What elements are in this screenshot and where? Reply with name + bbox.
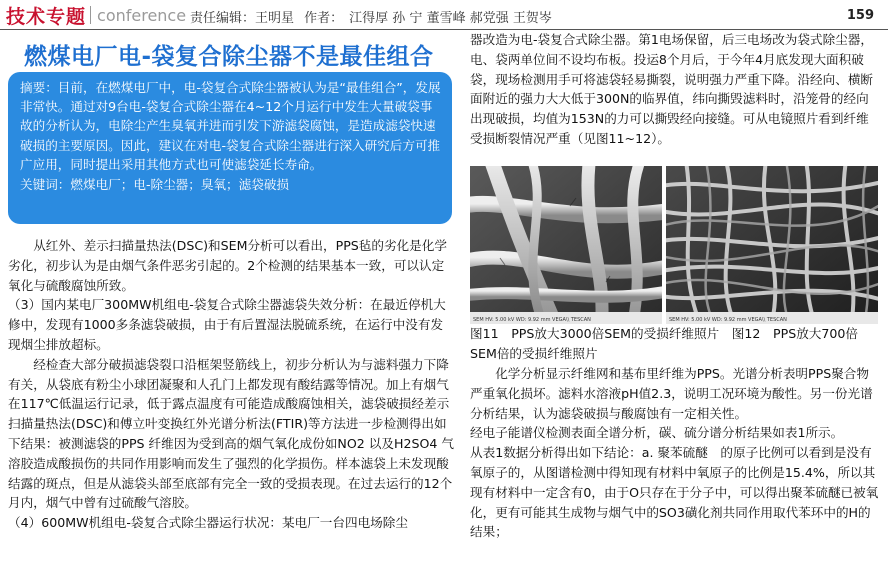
figure-photos — [470, 166, 880, 324]
article-credits — [190, 7, 558, 26]
paragraph: 经检查大部分破损滤袋裂口沿框架竖筋线上，初步分析认为与滤料强力下降有关，从袋底有粉尘小球团凝聚和人孔门上都发现有酸结露等情况。加上有烟气在117℃低温运行记录，低于露点温度有可能造成酸腐蚀相关，滤袋破损经差示扫描量热法(DSC)和傅立叶变换红外光谱分析法(FTIR)等方法进一步检测得出如下结果：被测滤袋的PPS 纤维因为受到高的烟气氧化成份如NO2 以及H2SO4 气溶胶造成酸损伤的共同作用影响而发生了强烈的化学损伤。样本滤袋上未发现酸结露的斑点，但是从滤袋头部至底部有完全一致的受损表现。在过去运行的12个月内，烟气中曾有过硫酸气溶胶。 — [8, 356, 454, 511]
section-name-english: conference — [97, 5, 187, 25]
paragraph: （4）600MW机组电-袋复合式除尘器运行状况：某电厂一台四电场除尘 — [8, 515, 408, 531]
authors-list: 江得厚 孙 宁 董雪峰 郝党强 王贺岑 — [349, 11, 552, 26]
left-column — [8, 236, 454, 533]
editor-credit: 责任编辑：王明星 — [190, 11, 295, 26]
paragraph: 从表1数据分析得出如下结论：a. 聚苯硫醚 的原子比例可以看到是没有氧原子的，从图谱检测中得知现有材料中氧原子的比例是15.4%，所以其现有材料中一定含有0，由于O只存在于分子中，可以得出聚苯硫醚已被氧化，更有可能其生成物与烟气中的SO3磺化剂共同作用取代苯环中的H的结果； — [470, 445, 879, 540]
paragraph: 从红外、差示扫描量热法(DSC)和SEM分析可以看出，PPS毡的劣化是化学劣化，初步认为是由烟气条件恶劣引起的。2个检测的结果基本一致，可以认定氧化与硫酸腐蚀所致。 — [8, 238, 447, 293]
photo-footer: SEM HV: 5.00 kV WD: 9.92 mm VEGA\\ TESCAN — [473, 317, 591, 323]
page-header — [0, 0, 888, 30]
paragraph: 化学分析显示纤维网和基布里纤维为PPS。光谱分析表明PPS聚合物严重氧化损坏。滤料水溶液pH值2.3，说明工况环境为酸性。另一份光谱分析结果，认为滤袋破损与酸腐蚀有一定相关性。 — [470, 366, 873, 421]
keywords: 关键词：燃煤电厂；电-除尘器；臭氧；滤袋破损 — [20, 177, 290, 193]
paragraph: 经电子能谱仪检测表面全谱分析，碳、硫分谱分析结果如表1所示。 — [470, 425, 844, 441]
section-name: 技术专题 — [6, 5, 87, 28]
section-brand — [6, 3, 186, 27]
right-column-bottom — [470, 364, 880, 542]
right-column-top — [470, 30, 878, 149]
article-title: 燃煤电厂电-袋复合除尘器不是最佳组合 — [24, 44, 434, 70]
abstract-text: 摘要：目前，在燃煤电厂中，电-袋复合式除尘器被认为是“最佳组合”，发展非常快。通过对9台电-袋复合式除尘器在4~12个月运行中发生大量破袋事故的分析认为，电除尘产生臭氧并进而引发下游滤袋腐蚀，是造成滤袋快速破损的主要原因。因此，建议在对电-袋复合式除尘器进行深入研究后方可推广应用，同时提出采用其他方式也可使滤袋延长寿命。 — [20, 80, 441, 172]
sem-photo-fig12 — [666, 166, 878, 324]
photo-footer: SEM HV: 5.00 kV WD: 9.92 mm VEGA\\ TESCAN — [669, 317, 787, 323]
abstract-box — [8, 72, 452, 224]
paragraph: （3）国内某电厂300MW机组电-袋复合式除尘器滤袋失效分析：在最近停机大修中，发现有1000多条滤袋破损，由于有后置湿法脱硫系统，在运行中没有发现烟尘排放超标。 — [8, 297, 446, 352]
brand-divider — [90, 6, 91, 24]
page-number: 159 — [846, 8, 874, 23]
authors-label: 作者： — [304, 11, 344, 26]
figure-caption: 图11 PPS放大3000倍SEM的受损纤维照片 图12 PPS放大700倍SEM倍的受损纤维照片 — [470, 326, 859, 361]
sem-photo-fig11 — [470, 166, 662, 324]
paragraph: 器改造为电-袋复合式除尘器。第1电场保留，后三电场改为袋式除尘器，电、袋两单位间不设均布板。投运8个月后，于今年4月底发现大面积破袋，现场检测用手可将滤袋轻易撕裂，说明强力严重下降。沿经向、横断面附近的强力大大低于300N的临界值，纬向撕毁滤料时，沿笼骨的经向出现破损，均值为153N的力可以撕毁经向接缝。可从电镜照片看到纤维受损断裂情况严重（见图11~12）。 — [470, 32, 873, 146]
